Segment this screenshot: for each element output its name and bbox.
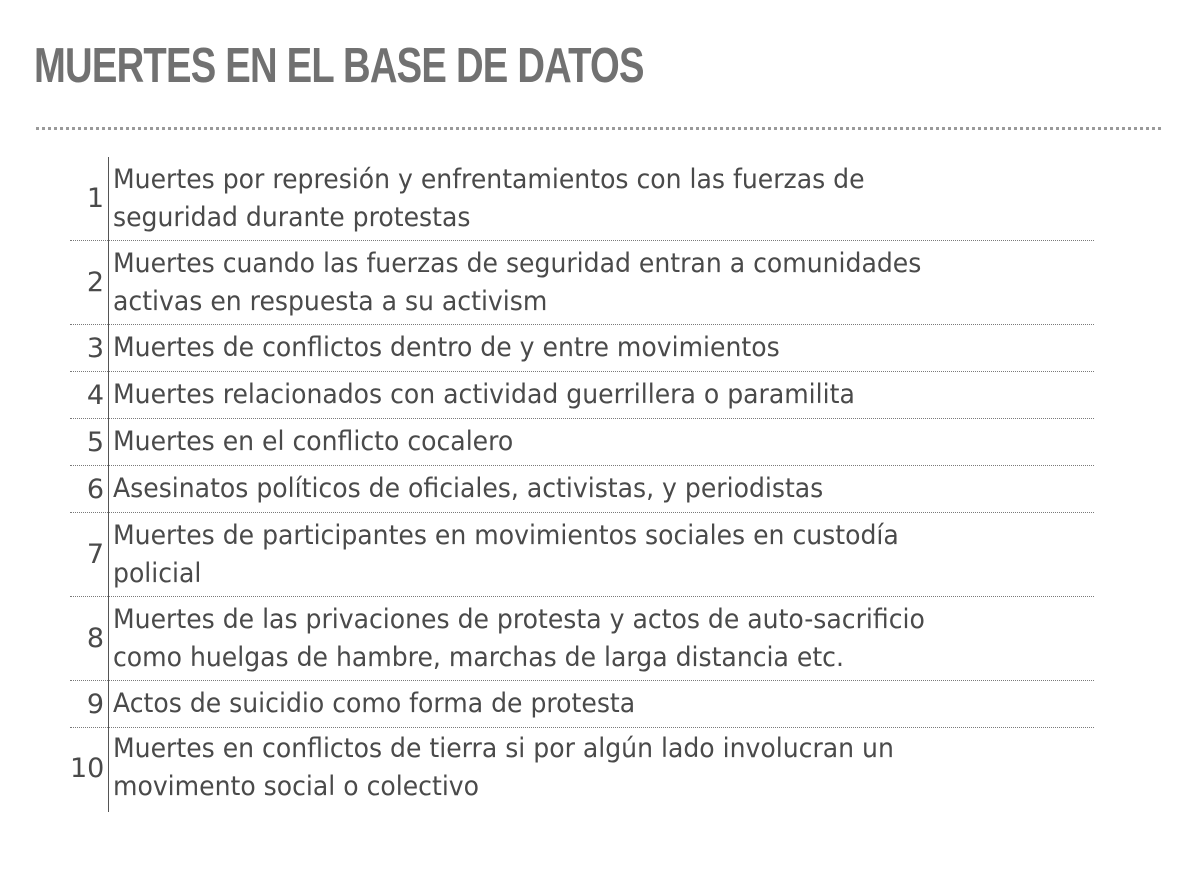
- row-description: [113, 329, 780, 367]
- row-number: 1: [86, 183, 104, 214]
- row-number: 3: [86, 332, 104, 364]
- table-row: [70, 157, 1094, 241]
- row-line: Muertes cuando las fuerzas de seguridad entran a comunidades: [113, 247, 922, 279]
- row-line: como huelgas de hambre, marchas de larga distancia etc.: [113, 641, 844, 673]
- row-number: 2: [86, 267, 104, 298]
- row-line: Muertes de conflictos dentro de y entre movimientos: [113, 332, 780, 363]
- row-line: movimento social o colectivo: [113, 771, 480, 802]
- row-description: [113, 423, 513, 461]
- row-number: 9: [86, 688, 104, 720]
- row-description: [113, 730, 894, 806]
- row-line: Muertes por represión y enfrentamientos con las fuerzas de: [113, 163, 865, 195]
- title-divider: [36, 127, 1161, 130]
- row-line: seguridad durante protestas: [113, 201, 471, 233]
- category-table: [70, 157, 1094, 808]
- row-description: [113, 470, 823, 508]
- row-line: Muertes en el conflicto cocalero: [113, 426, 514, 457]
- row-line: Muertes de participantes en movimientos sociales en custodía: [113, 519, 899, 551]
- page-title: MUERTES EN EL BASE DE DATOS: [34, 39, 644, 93]
- table-row: [70, 419, 1094, 466]
- row-description: [113, 376, 855, 414]
- row-line: activas en respuesta a su activism: [113, 285, 548, 317]
- row-number: 7: [86, 539, 104, 570]
- row-description: [113, 245, 921, 321]
- row-number: 6: [86, 473, 104, 505]
- row-line: policial: [113, 557, 202, 589]
- row-line: Asesinatos políticos de oficiales, activistas, y periodistas: [113, 473, 824, 504]
- table-row: [70, 597, 1094, 681]
- table-row: [70, 372, 1094, 419]
- row-description: [113, 161, 865, 237]
- row-number: 4: [86, 379, 104, 411]
- row-line: Muertes de las privaciones de protesta y actos de auto-sacrificio: [113, 603, 925, 635]
- row-line: Actos de suicidio como forma de protesta: [113, 688, 636, 719]
- table-row: [70, 513, 1094, 597]
- row-description: [113, 517, 899, 593]
- table-row: [70, 325, 1094, 372]
- row-number: 10: [70, 752, 105, 784]
- row-number: 5: [86, 426, 104, 458]
- row-description: [113, 685, 635, 723]
- table-row: [70, 466, 1094, 513]
- row-line: Muertes relacionados con actividad guerrillera o paramilita: [113, 379, 855, 410]
- table-row: [70, 728, 1094, 808]
- table-row: [70, 681, 1094, 728]
- table-row: [70, 241, 1094, 325]
- row-number: 8: [86, 623, 104, 654]
- row-line: Muertes en conflictos de tierra si por algún lado involucran un: [113, 733, 894, 764]
- row-description: [113, 601, 925, 677]
